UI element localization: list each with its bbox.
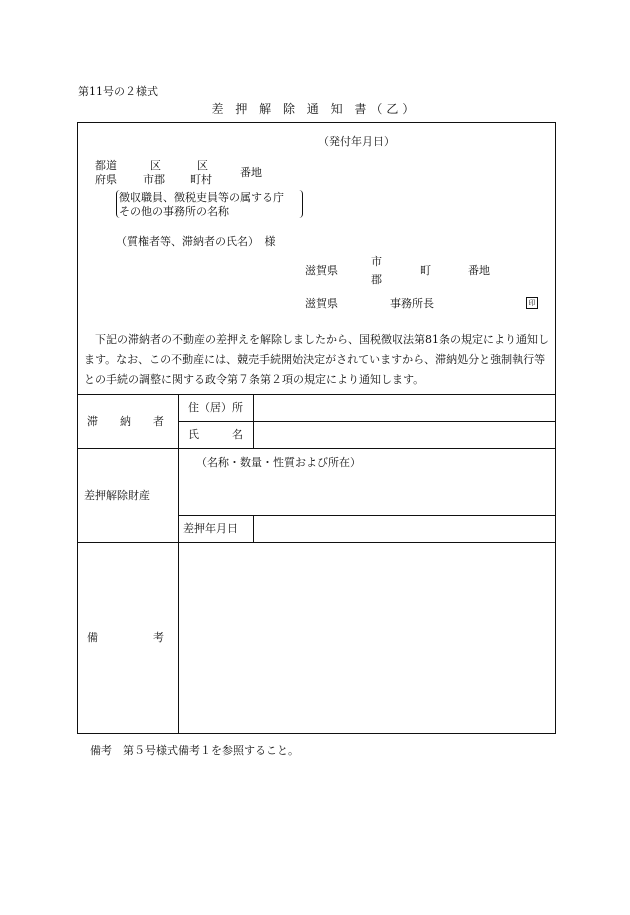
document-title: 差 押 解 除 通 知 書（乙） <box>211 102 419 116</box>
issue-date: （発付年月日） <box>318 135 395 148</box>
notice-body: 下記の滞納者の不動産の差押えを解除しましたから、国税徴収法第81条の規定により通知します。なお、この不動産には、競売手続開始決定がされていますから、滞納処分と強制執行等との手続の調整に関する政令第７条第２項の規定により通知します。 <box>84 333 549 386</box>
date-sub-line <box>253 515 254 542</box>
delinquent-mid-line <box>178 421 556 422</box>
address-shigun: 市郡 <box>143 173 165 186</box>
sender-shi: 市 <box>371 255 382 268</box>
property-bottom-line <box>77 542 556 543</box>
sender-pref: 滋賀県 <box>305 264 338 277</box>
delinquent-label: 滞 納 者 <box>87 415 164 428</box>
form-number: 第11号の２様式 <box>78 85 158 98</box>
remarks-label: 備 考 <box>87 631 164 644</box>
address-chouson: 町村 <box>190 173 212 186</box>
sender-machi: 町 <box>420 264 431 277</box>
office-name-line2: その他の事務所の名称 <box>119 205 229 218</box>
recipient-name: （質権者等、滞納者の氏名） 様 <box>116 235 276 248</box>
address-todo: 都道 <box>95 159 117 172</box>
address-label: 住（居）所 <box>188 401 243 414</box>
delinquent-sub-line <box>253 394 254 448</box>
office-name-line1: 徴収職員、徴税吏員等の属する庁 <box>119 191 284 204</box>
name-label: 氏 名 <box>188 428 243 441</box>
seizure-date-label: 差押年月日 <box>183 522 238 535</box>
address-banchi: 番地 <box>240 166 262 179</box>
footer-note: 備考 第５号様式備考１を参照すること。 <box>90 744 299 757</box>
address-ku2: 区 <box>197 159 208 172</box>
sender-pref-2: 滋賀県 <box>305 297 338 310</box>
property-mid-line <box>178 515 556 516</box>
seal-mark: 印 <box>526 297 538 309</box>
property-note: （名称・数量・性質および所在） <box>196 456 361 469</box>
delinquent-bottom-line <box>77 448 556 449</box>
address-ku1: 区 <box>150 159 161 172</box>
property-label: 差押解除財産 <box>84 489 150 502</box>
table-top-line <box>77 394 556 395</box>
address-fuken: 府県 <box>95 173 117 186</box>
office-head-title: 事務所長 <box>390 297 434 310</box>
sender-gun: 郡 <box>371 273 382 286</box>
label-column-line <box>178 394 179 734</box>
sender-banchi: 番地 <box>468 264 490 277</box>
